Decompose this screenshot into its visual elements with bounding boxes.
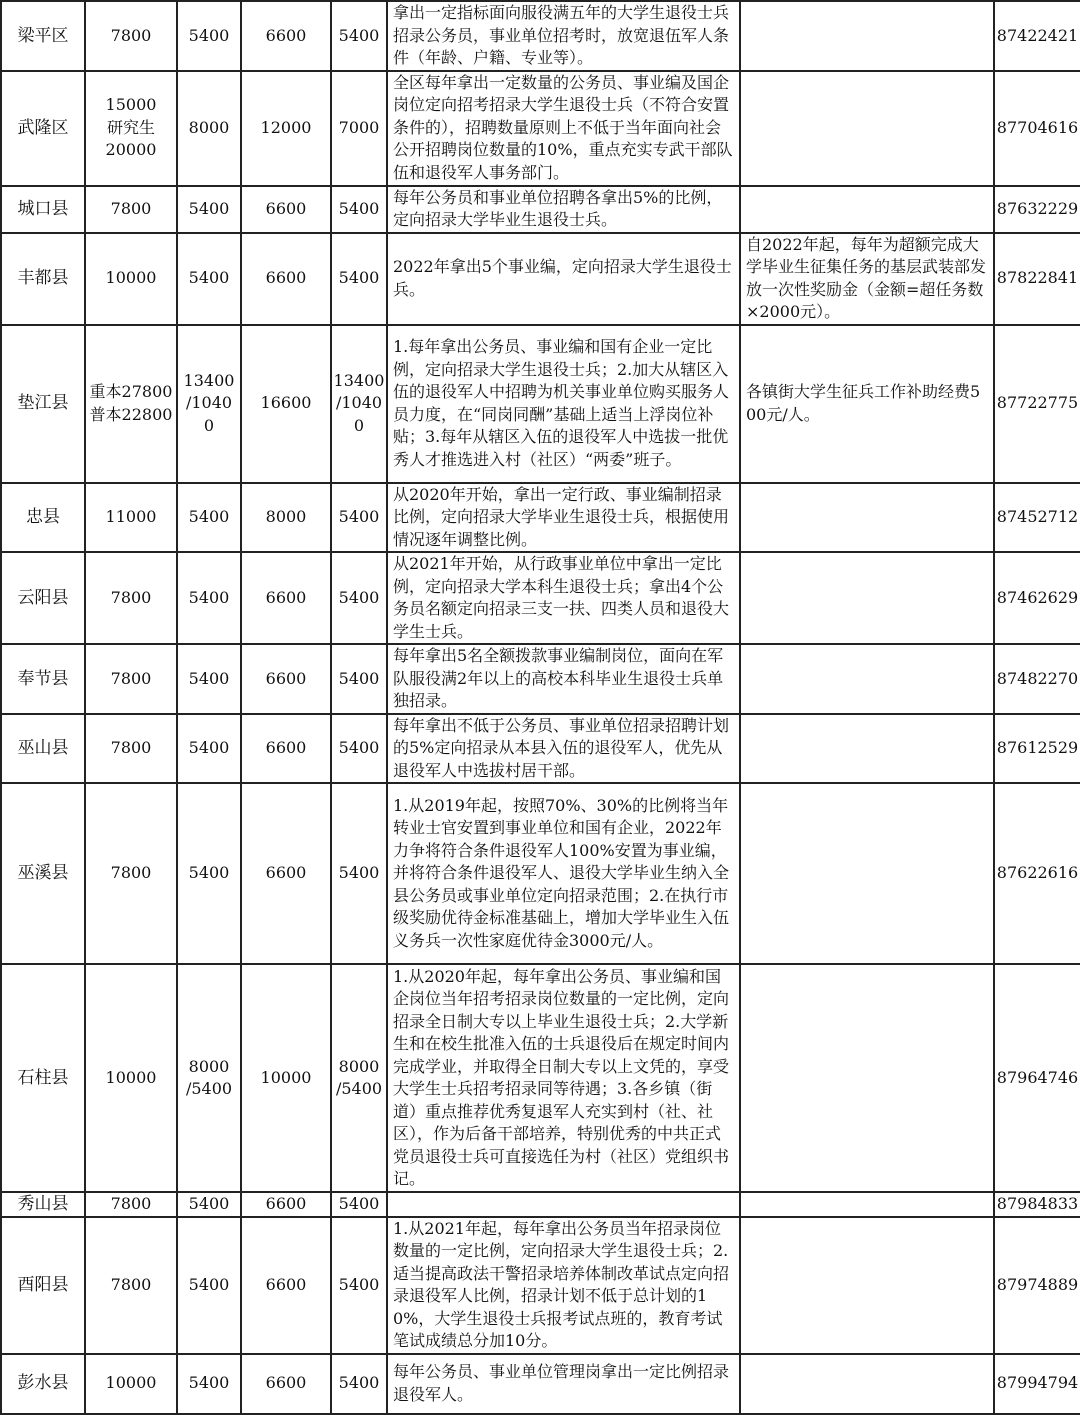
value-line: 20000: [105, 140, 157, 160]
table-row: [1, 233, 1080, 325]
value-cell: 7800: [85, 1217, 177, 1354]
value-cell: 5400: [331, 233, 387, 325]
policy-cell: [387, 1192, 740, 1217]
value-cell: 6600: [241, 1217, 331, 1354]
value-cell: 5400: [177, 233, 241, 325]
table-row: [1, 644, 1080, 714]
policy-cell: 每年公务员和事业单位招聘各拿出5%的比例，定向招录大学毕业生退役士兵。: [387, 186, 740, 233]
table-row: [1, 325, 1080, 483]
value-cell: [331, 325, 387, 483]
phone-cell: 87974889: [994, 1217, 1080, 1354]
district-cell: 云阳县: [1, 552, 85, 644]
value-cell: 8000: [241, 483, 331, 553]
value-cell: 6600: [241, 1, 331, 71]
value-line: 15000: [105, 95, 157, 115]
reward-cell: [740, 714, 994, 784]
value-cell: [85, 71, 177, 186]
value-cell: 5400: [177, 714, 241, 784]
phone-cell: 87822841: [994, 233, 1080, 325]
phone-cell: 87964746: [994, 964, 1080, 1192]
reward-cell: [740, 71, 994, 186]
value-cell: [177, 964, 241, 1192]
phone-cell: 87722775: [994, 325, 1080, 483]
reward-cell: 自2022年起，每年为超额完成大学毕业生征集任务的基层武装部发放一次性奖励金（金额=超任务数×2000元）。: [740, 233, 994, 325]
value-cell: [85, 325, 177, 483]
value-cell: 7000: [331, 71, 387, 186]
policy-cell: 每年公务员、事业单位管理岗拿出一定比例招录退役军人。: [387, 1354, 740, 1414]
reward-cell: [740, 483, 994, 553]
value-cell: 5400: [177, 1217, 241, 1354]
value-line: 8000: [338, 1056, 380, 1076]
district-cell: 巫山县: [1, 714, 85, 784]
reward-cell: [740, 964, 994, 1192]
district-cell: 奉节县: [1, 644, 85, 714]
phone-cell: 87422421: [994, 1, 1080, 71]
value-cell: 10000: [241, 964, 331, 1192]
value-cell: 5400: [177, 783, 241, 964]
table-row: [1, 71, 1080, 186]
reward-cell: [740, 644, 994, 714]
reward-cell: [740, 1192, 994, 1217]
district-cell: 城口县: [1, 186, 85, 233]
table-row: [1, 1, 1080, 71]
policy-cell: 2022年拿出5个事业编，定向招录大学生退役士兵。: [387, 233, 740, 325]
value-cell: 7800: [85, 552, 177, 644]
value-cell: 5400: [331, 186, 387, 233]
district-cell: 忠县: [1, 483, 85, 553]
table-row: [1, 964, 1080, 1192]
value-cell: 6600: [241, 1354, 331, 1414]
reward-cell: 各镇街大学生征兵工作补助经费500元/人。: [740, 325, 994, 483]
table-row: [1, 714, 1080, 784]
reward-cell: [740, 1354, 994, 1414]
value-cell: 7800: [85, 186, 177, 233]
value-line: /5400: [185, 1079, 233, 1098]
value-cell: 5400: [177, 1, 241, 71]
phone-cell: 87994794: [994, 1354, 1080, 1414]
table-row: [1, 186, 1080, 233]
district-cell: 秀山县: [1, 1192, 85, 1217]
value-cell: 5400: [177, 552, 241, 644]
value-cell: 12000: [241, 71, 331, 186]
value-cell: 5400: [331, 1217, 387, 1354]
policy-cell: 1.从2021年起，每年拿出公务员当年招录岗位数量的一定比例，定向招录大学生退役士兵；2.适当提高政法干警招录培养体制改革试点定向招录退役军人比例，招录计划不低于总计划的10%，大学生退役士兵报考试点班的，教育考试笔试成绩总分加10分。: [387, 1217, 740, 1354]
value-cell: [331, 964, 387, 1192]
value-cell: 8000: [177, 71, 241, 186]
value-cell: 6600: [241, 714, 331, 784]
value-cell: 6600: [241, 233, 331, 325]
phone-cell: 87452712: [994, 483, 1080, 553]
policy-cell: 1.从2019年起，按照70%、30%的比例将当年转业士官安置到事业单位和国有企业，2022年力争将符合条件退役军人100%安置为事业编，并将符合条件退役军人、退役大学毕业生纳入全县公务员或事业单位定向招录范围；2.在执行市级奖励优待金标准基础上，增加大学毕业生入伍义务兵一次性家庭优待金3000元/人。: [387, 783, 740, 964]
value-cell: 7800: [85, 1, 177, 71]
reward-cell: [740, 783, 994, 964]
value-cell: 5400: [331, 483, 387, 553]
phone-cell: 87612529: [994, 714, 1080, 784]
policy-cell: 1.从2020年起，每年拿出公务员、事业编和国企岗位当年招考招录岗位数量的一定比例，定向招录全日制大专以上毕业生退役士兵；2.大学新生和在校生批准入伍的士兵退役后在规定时间内完成学业，并取得全日制大专以上文凭的，享受大学生士兵招考招录同等待遇；3.各乡镇（街道）重点推荐优秀复退军人充实到村（社、社区），作为后备干部培养，特别优秀的中共正式党员退役士兵可直接选任为村（社区）党组织书记。: [387, 964, 740, 1192]
value-cell: 10000: [85, 1354, 177, 1414]
value-line: /1040: [185, 393, 233, 413]
district-cell: 石柱县: [1, 964, 85, 1192]
value-cell: 10000: [85, 964, 177, 1192]
value-cell: 10000: [85, 233, 177, 325]
district-cell: 垫江县: [1, 325, 85, 483]
value-line: 0: [353, 415, 365, 435]
phone-cell: 87482270: [994, 644, 1080, 714]
value-cell: 5400: [331, 1354, 387, 1414]
value-line: /5400: [335, 1079, 383, 1098]
value-line: 13400: [333, 370, 385, 390]
district-cell: 彭水县: [1, 1354, 85, 1414]
phone-cell: 87704616: [994, 71, 1080, 186]
table-row: [1, 552, 1080, 644]
policy-cell: 每年拿出不低于公务员、事业单位招录招聘计划的5%定向招录从本县入伍的退役军人，优先从退役军人中选拔村居干部。: [387, 714, 740, 784]
value-cell: 5400: [177, 483, 241, 553]
district-cell: 巫溪县: [1, 783, 85, 964]
reward-cell: [740, 1217, 994, 1354]
value-cell: 6600: [241, 783, 331, 964]
value-line: 8000: [188, 1056, 230, 1076]
value-cell: 5400: [331, 1, 387, 71]
reward-cell: [740, 186, 994, 233]
value-line: 重本27800: [89, 382, 173, 401]
district-cell: 武隆区: [1, 71, 85, 186]
value-cell: 6600: [241, 644, 331, 714]
value-cell: 5400: [177, 1354, 241, 1414]
policy-cell: 从2020年开始，拿出一定行政、事业编制招录比例，定向招录大学毕业生退役士兵，根据使用情况逐年调整比例。: [387, 483, 740, 553]
value-cell: 5400: [331, 714, 387, 784]
value-cell: 6600: [241, 186, 331, 233]
phone-cell: 87622616: [994, 783, 1080, 964]
value-cell: 5400: [177, 1192, 241, 1217]
value-cell: 7800: [85, 783, 177, 964]
value-line: 普本22800: [89, 404, 173, 424]
value-cell: 7800: [85, 1192, 177, 1217]
district-cell: 梁平区: [1, 1, 85, 71]
value-cell: 6600: [241, 1192, 331, 1217]
value-cell: 5400: [331, 783, 387, 964]
phone-cell: 87632229: [994, 186, 1080, 233]
value-cell: 5400: [177, 644, 241, 714]
table-row: [1, 1192, 1080, 1217]
policy-cell: 全区每年拿出一定数量的公务员、事业编及国企岗位定向招考招录大学生退役士兵（不符合安置条件的），招聘数量原则上不低于当年面向社会公开招聘岗位数量的10%，重点充实专武干部队伍和退役军人事务部门。: [387, 71, 740, 186]
reward-cell: [740, 552, 994, 644]
value-cell: 5400: [177, 186, 241, 233]
value-cell: 6600: [241, 552, 331, 644]
district-cell: 酉阳县: [1, 1217, 85, 1354]
policy-cell: 从2021年开始，从行政事业单位中拿出一定比例，定向招录大学本科生退役士兵；拿出4个公务员名额定向招录三支一扶、四类人员和退役大学生士兵。: [387, 552, 740, 644]
value-cell: 5400: [331, 552, 387, 644]
phone-cell: 87984833: [994, 1192, 1080, 1217]
reward-cell: [740, 1, 994, 71]
table-row: [1, 1217, 1080, 1354]
value-line: 研究生: [106, 117, 155, 137]
table-row: [1, 1354, 1080, 1414]
phone-cell: 87462629: [994, 552, 1080, 644]
value-line: 13400: [183, 370, 235, 390]
value-line: /1040: [335, 393, 383, 413]
value-cell: 5400: [331, 1192, 387, 1217]
table-row: [1, 783, 1080, 964]
value-line: 0: [203, 415, 215, 435]
table-row: [1, 483, 1080, 553]
value-cell: 5400: [331, 644, 387, 714]
value-cell: 7800: [85, 714, 177, 784]
policy-cell: 拿出一定指标面向服役满五年的大学生退役士兵招录公务员，事业单位招考时，放宽退伍军人条件（年龄、户籍、专业等）。: [387, 1, 740, 71]
value-cell: [177, 325, 241, 483]
district-cell: 丰都县: [1, 233, 85, 325]
value-cell: 11000: [85, 483, 177, 553]
policy-cell: 每年拿出5名全额拨款事业编制岗位，面向在军队服役满2年以上的高校本科毕业生退役士兵单独招录。: [387, 644, 740, 714]
policy-cell: 1.每年拿出公务员、事业编和国有企业一定比例，定向招录大学生退役士兵；2.加大从辖区入伍的退役军人中招聘为机关事业单位购买服务人员力度，在“同岗同酬”基础上适当上浮岗位补贴；3.每年从辖区入伍的退役军人中选拔一批优秀人才推选进入村（社区）“两委”班子。: [387, 325, 740, 483]
value-cell: 7800: [85, 644, 177, 714]
value-cell: 16600: [241, 325, 331, 483]
